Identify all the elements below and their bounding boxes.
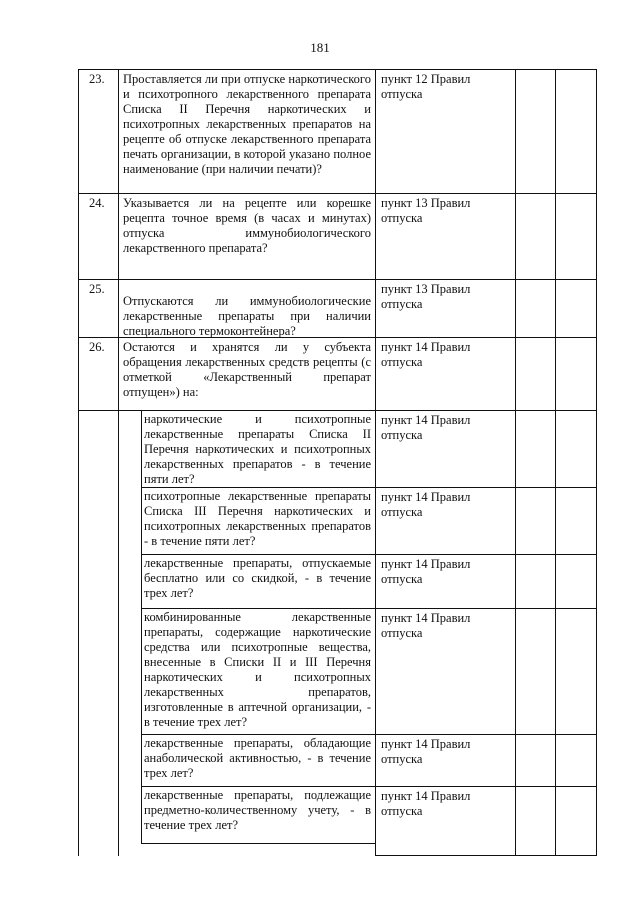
subitem-2: психотропные лекарственные препараты Списка III Перечня наркотических и психотропных лекарственных препаратов - в течение пяти лет? (141, 487, 376, 555)
row-number-25: 25. (78, 279, 119, 338)
subitem-3-answer-no[interactable] (555, 554, 597, 609)
subitem-2-answer-yes[interactable] (515, 487, 556, 555)
subitem-5-reference: пункт 14 Правил отпуска (375, 734, 516, 787)
subitem-6-answer-yes[interactable] (515, 786, 556, 856)
subitem-3-answer-yes[interactable] (515, 554, 556, 609)
question-24: Указывается ли на рецепте или корешке рецепта точное время (в часах и минутах) отпуска иммунобиологического лекарственного препарата? (118, 193, 376, 280)
subitem-2-answer-no[interactable] (555, 487, 597, 555)
table-border-number-column (118, 410, 119, 856)
subitem-1: наркотические и психотропные лекарственные препараты Списка II Перечня наркотических и психотропных лекарственных препаратов - в течение пяти лет? (141, 410, 376, 488)
subitem-1-answer-yes[interactable] (515, 410, 556, 488)
subitem-6-answer-no[interactable] (555, 786, 597, 856)
subitem-5-answer-yes[interactable] (515, 734, 556, 787)
row-number-24: 24. (78, 193, 119, 280)
subitem-1-answer-no[interactable] (555, 410, 597, 488)
question-25: Отпускаются ли иммунобиологические лекарственные препараты при наличии специального термоконтейнера? (118, 279, 376, 338)
reference-23: пункт 12 Правил отпуска (375, 69, 516, 194)
answer-no-23[interactable] (555, 69, 597, 194)
subitem-4-answer-no[interactable] (555, 608, 597, 735)
answer-no-24[interactable] (555, 193, 597, 280)
subitem-4-reference: пункт 14 Правил отпуска (375, 608, 516, 735)
answer-yes-23[interactable] (515, 69, 556, 194)
answer-yes-26[interactable] (515, 337, 556, 411)
page-number: 181 (310, 40, 330, 55)
reference-26: пункт 14 Правил отпуска (375, 337, 516, 411)
subitem-5: лекарственные препараты, обладающие анаболической активностью, - в течение трех лет? (141, 734, 376, 787)
question-23: Проставляется ли при отпуске наркотического и психотропного лекарственного препарата Списка II Перечня наркотических и психотропных лекарственных препаратов на рецепте об отпуске лекарственного препарата печать организации, в которой указано полное наименование (при наличии печати)? (118, 69, 376, 194)
answer-yes-25[interactable] (515, 279, 556, 338)
row-number-26: 26. (78, 337, 119, 411)
subitem-4-answer-yes[interactable] (515, 608, 556, 735)
answer-no-25[interactable] (555, 279, 597, 338)
subitem-2-reference: пункт 14 Правил отпуска (375, 487, 516, 555)
answer-yes-24[interactable] (515, 193, 556, 280)
subitem-4: комбинированные лекарственные препараты, содержащие наркотические средства или психотропные вещества, внесенные в Списки II и III Перечня наркотических и психотропных лекарственных препаратов, изготовленные в аптечной организации, - в течение трех лет? (141, 608, 376, 735)
subitem-6: лекарственные препараты, подлежащие предметно-количественному учету, - в течение трех лет? (141, 786, 376, 844)
answer-no-26[interactable] (555, 337, 597, 411)
subitem-1-reference: пункт 14 Правил отпуска (375, 410, 516, 488)
subitem-3-reference: пункт 14 Правил отпуска (375, 554, 516, 609)
row-number-23: 23. (78, 69, 119, 194)
reference-25: пункт 13 Правил отпуска (375, 279, 516, 338)
question-26: Остаются и хранятся ли у субъекта обращения лекарственных средств рецепты (с отметкой «Лекарственный препарат отпущен») на: (118, 337, 376, 411)
reference-24: пункт 13 Правил отпуска (375, 193, 516, 280)
subitem-6-reference: пункт 14 Правил отпуска (375, 786, 516, 856)
table-border-left (78, 410, 79, 856)
subitem-5-answer-no[interactable] (555, 734, 597, 787)
subitem-3: лекарственные препараты, отпускаемые бесплатно или со скидкой, - в течение трех лет? (141, 554, 376, 609)
